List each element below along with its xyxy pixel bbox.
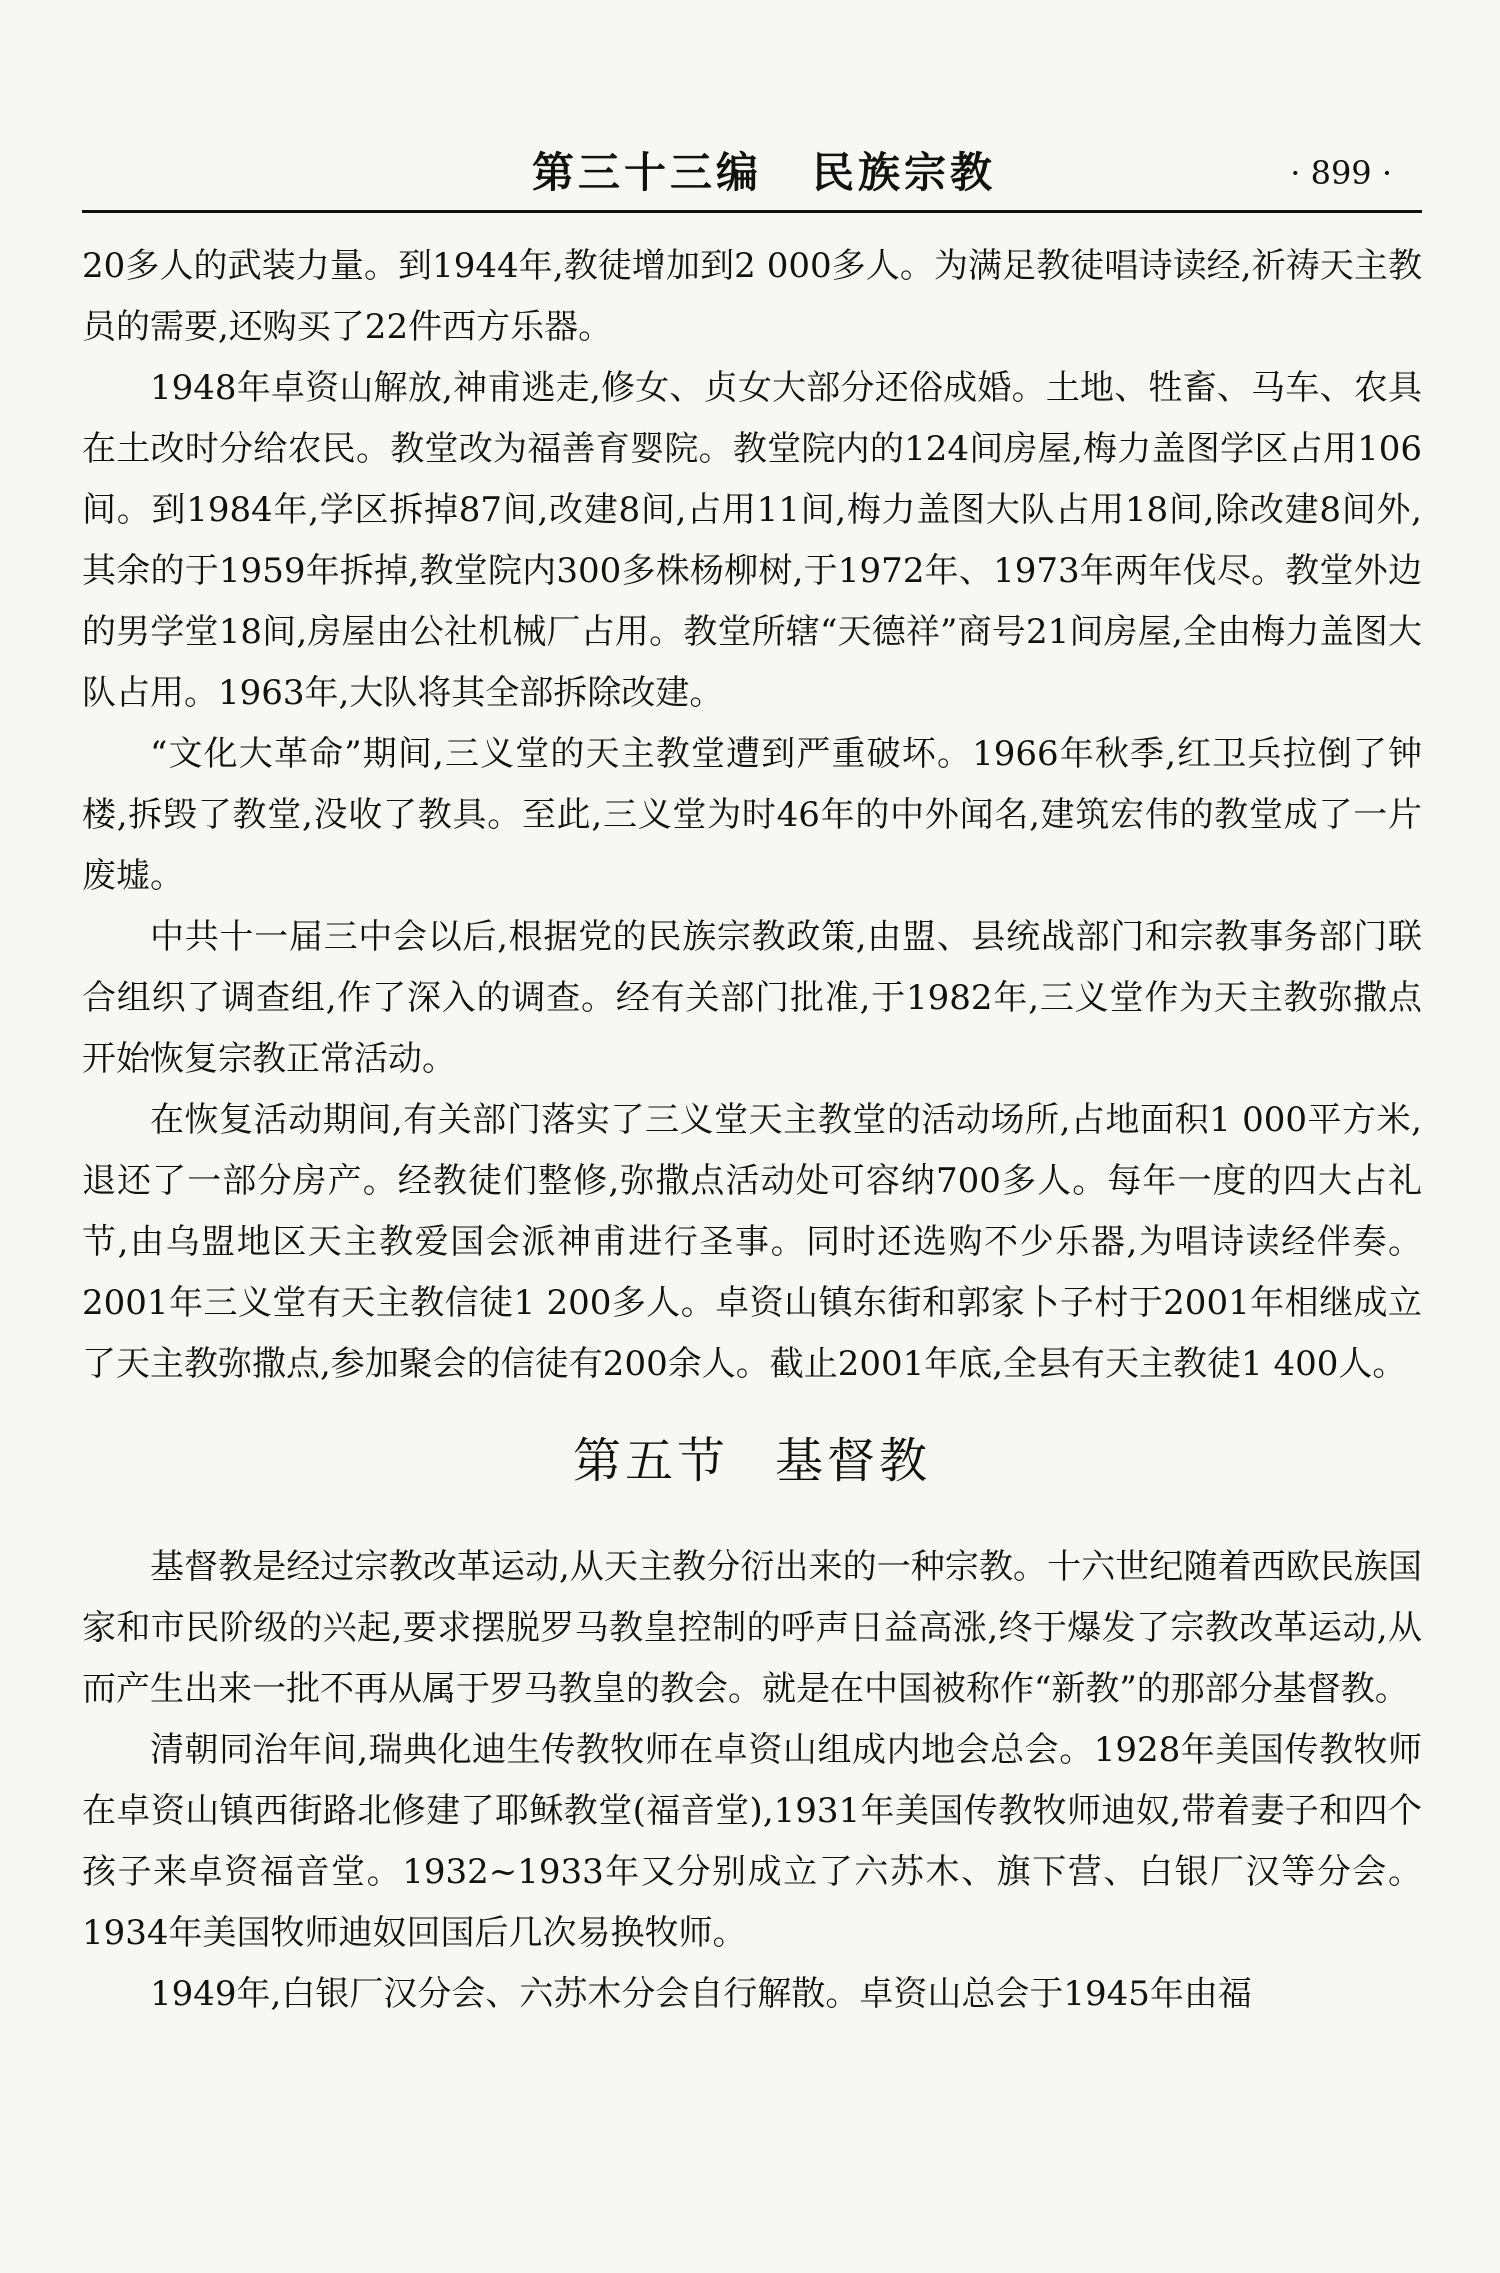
header-subject: 民族宗教 xyxy=(812,148,997,197)
section-title: 基督教 xyxy=(775,1433,932,1489)
paragraph-continued: 20多人的武装力量。到1944年,教徒增加到2 000多人。为满足教徒唱诗读经,祈祷天主教员的需要,还购买了22件西方乐器。 xyxy=(82,246,1422,347)
section-heading xyxy=(82,1431,1422,1491)
paragraph: 清朝同治年间,瑞典化迪生传教牧师在卓资山组成内地会总会。1928年美国传教牧师在卓资山镇西街路北修建了耶稣教堂(福音堂),1931年美国传教牧师迪奴,带着妻子和四个孩子来卓资福音堂。1932~1933年又分别成立了六苏木、旗下营、白银厂汉等分会。1934年美国牧师迪奴回国后几次易换牧师。 xyxy=(82,1730,1422,1953)
paragraph: 基督教是经过宗教改革运动,从天主教分衍出来的一种宗教。十六世纪随着西欧民族国家和市民阶级的兴起,要求摆脱罗马教皇控制的呼声日益高涨,终于爆发了宗教改革运动,从而产生出来一批不再从属于罗马教皇的教会。就是在中国被称作“新教”的那部分基督教。 xyxy=(82,1547,1422,1709)
paragraph: “文化大革命”期间,三义堂的天主教堂遭到严重破坏。1966年秋季,红卫兵拉倒了钟楼,拆毁了教堂,没收了教具。至此,三义堂为时46年的中外闻名,建筑宏伟的教堂成了一片废墟。 xyxy=(82,734,1422,896)
page-number: · 899 · xyxy=(1290,154,1392,192)
paragraph: 在恢复活动期间,有关部门落实了三义堂天主教堂的活动场所,占地面积1 000平方米,退还了一部分房产。经教徒们整修,弥撒点活动处可容纳700多人。每年一度的四大占礼节,由乌盟地区天主教爱国会派神甫进行圣事。同时还选购不少乐器,为唱诗读经伴奏。2001年三义堂有天主教信徒1 200多人。卓资山镇东街和郭家卜子村于2001年相继成立了天主教弥撒点,参加聚会的信徒有200余人。截止2001年底,全县有天主教徒1 400人。 xyxy=(82,1100,1422,1384)
header-rule xyxy=(82,210,1422,213)
section-number: 第五节 xyxy=(572,1433,729,1489)
running-header xyxy=(82,140,1422,210)
paragraph: 1948年卓资山解放,神甫逃走,修女、贞女大部分还俗成婚。土地、牲畜、马车、农具在土改时分给农民。教堂改为福善育婴院。教堂院内的124间房屋,梅力盖图学区占用106间。到1984年,学区拆掉87间,改建8间,占用11间,梅力盖图大队占用18间,除改建8间外,其余的于1959年拆掉,教堂院内300多株杨柳树,于1972年、1973年两年伐尽。教堂外边的男学堂18间,房屋由公社机械厂占用。教堂所辖“天德祥”商号21间房屋,全由梅力盖图大队占用。1963年,大队将其全部拆除改建。 xyxy=(82,368,1422,713)
header-chapter: 第三十三编 xyxy=(532,148,763,197)
paragraph: 1949年,白银厂汉分会、六苏木分会自行解散。卓资山总会于1945年由福 xyxy=(150,1974,1252,2014)
paragraph: 中共十一届三中会以后,根据党的民族宗教政策,由盟、县统战部门和宗教事务部门联合组织了调查组,作了深入的调查。经有关部门批准,于1982年,三义堂作为天主教弥撒点开始恢复宗教正常活动。 xyxy=(82,917,1422,1079)
header-title xyxy=(532,140,996,200)
body-text xyxy=(82,236,1422,2025)
